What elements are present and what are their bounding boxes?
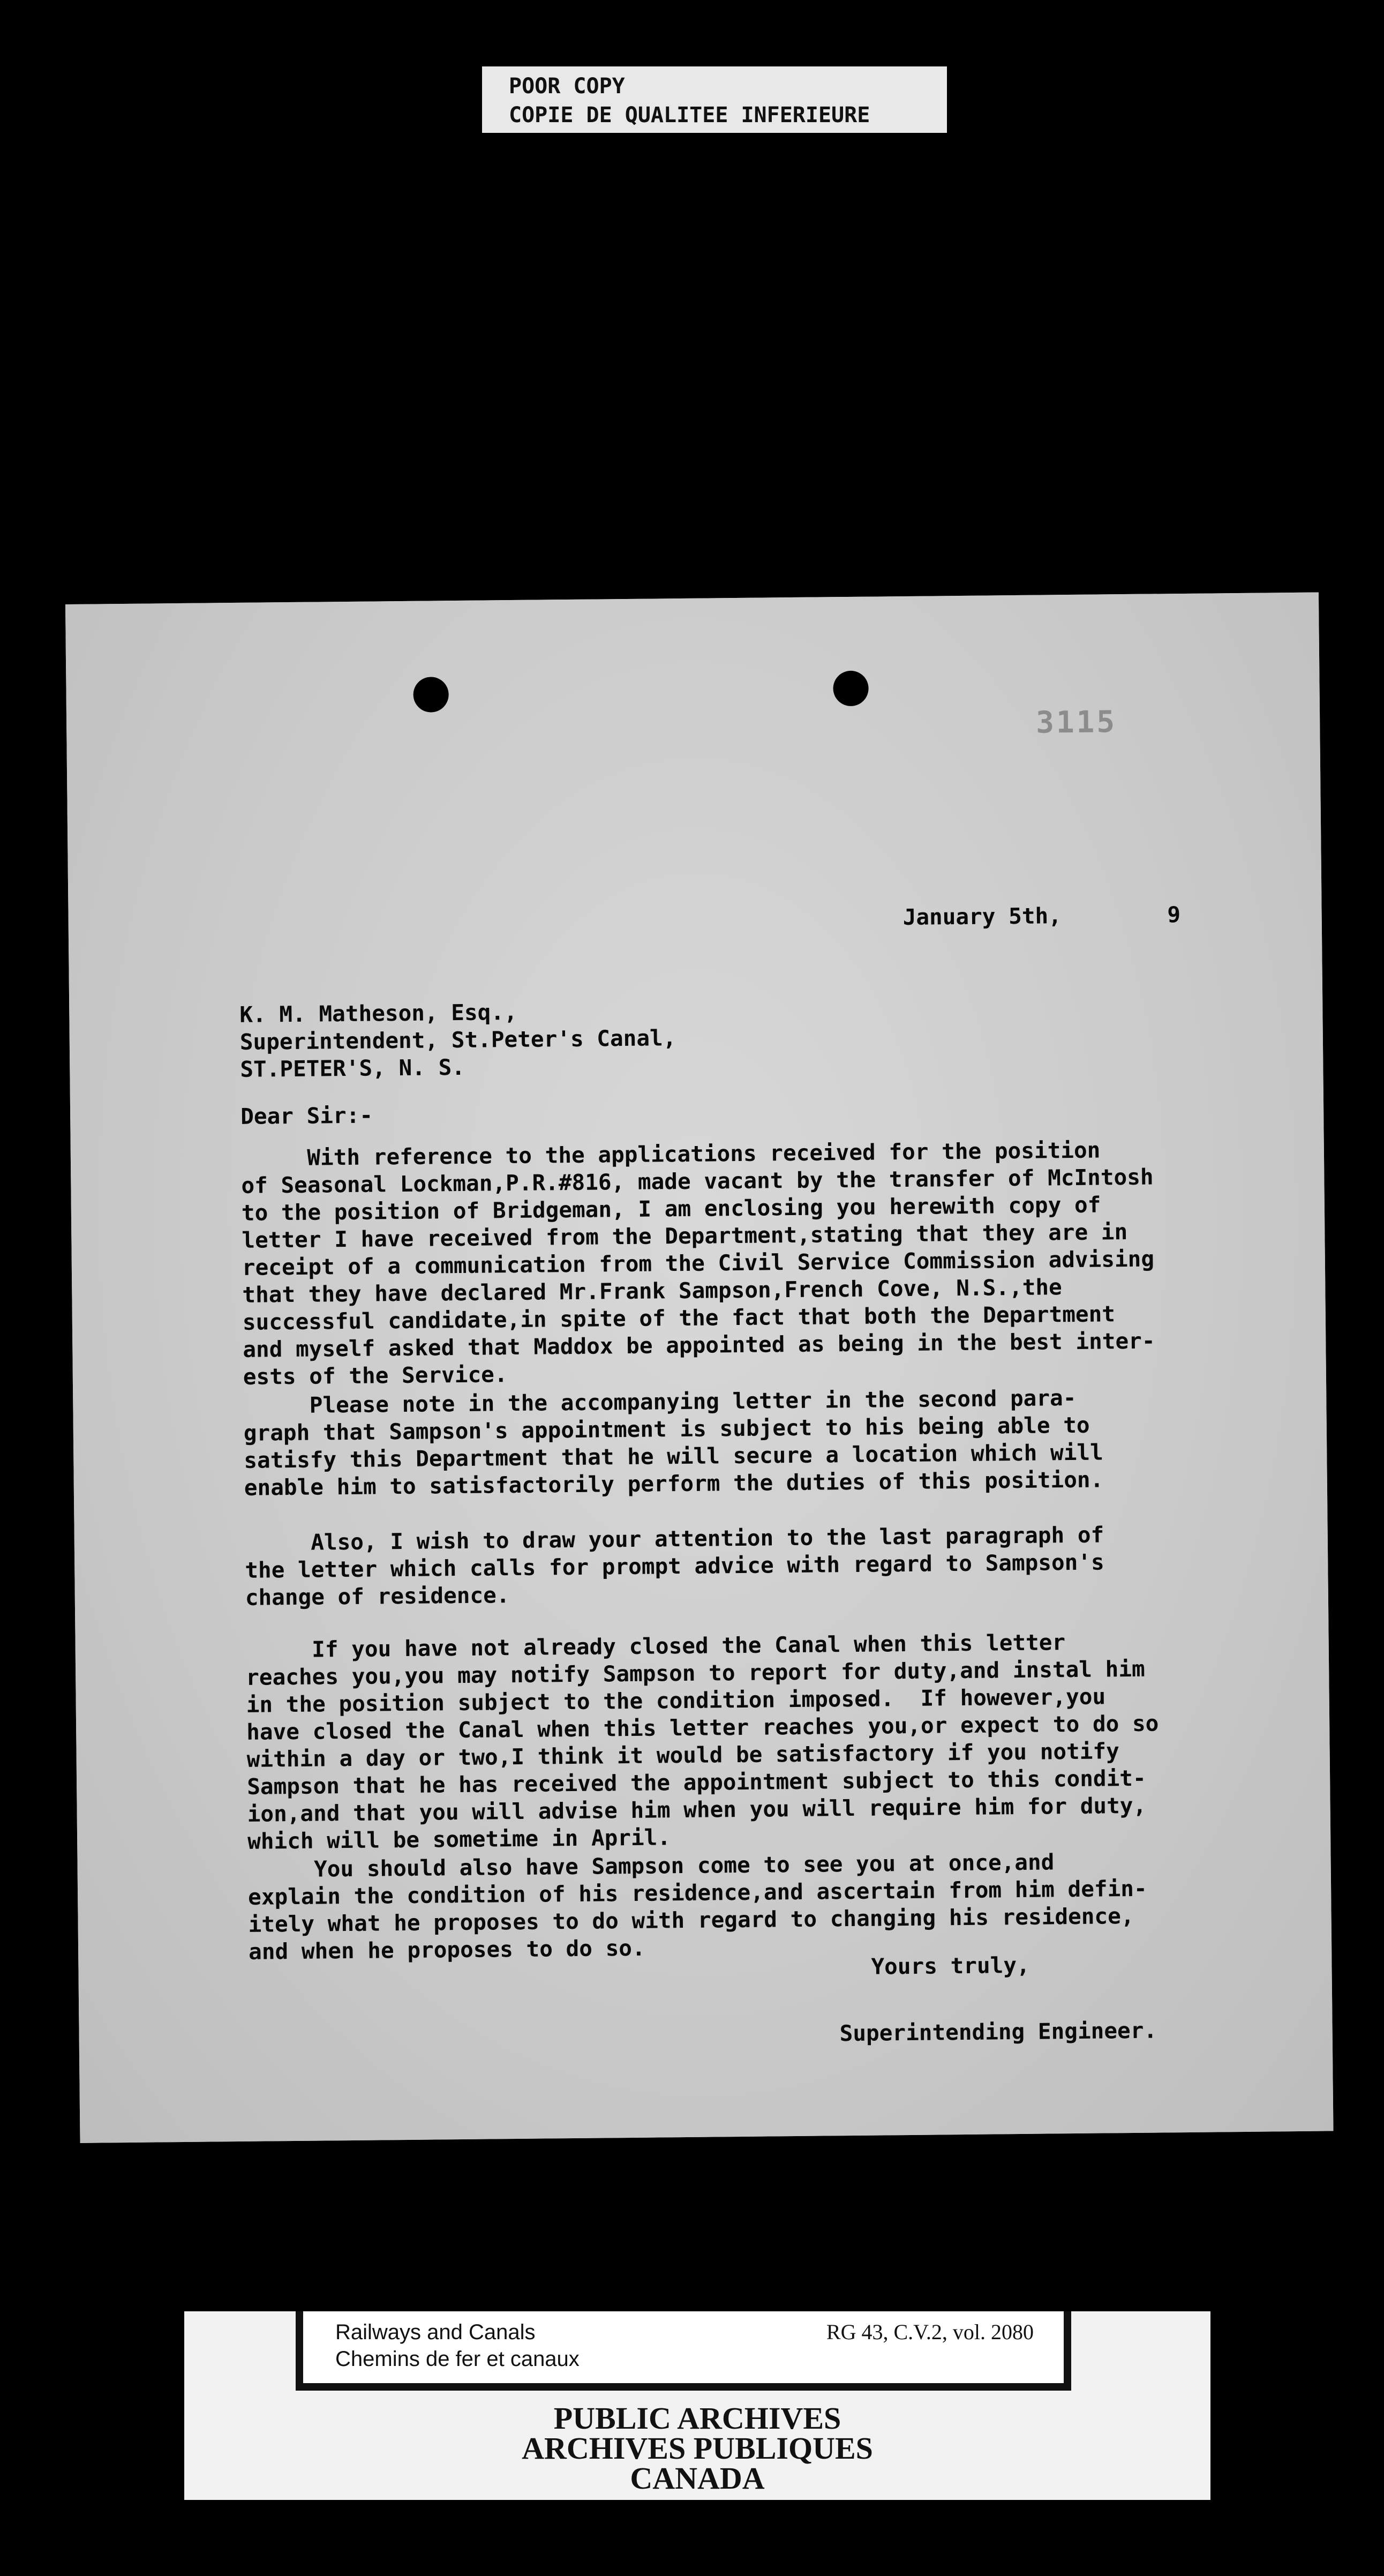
text-line: the letter which calls for prompt advice with regard to Sampson's [245,1549,1104,1583]
address-line: ST.PETER'S, N. S. [240,1054,465,1082]
text-line: in the position subject to the condition imposed. If however,you [246,1683,1106,1718]
text-line: ests of the Service. [243,1361,508,1390]
text-line: explain the condition of his residence,and ascertain from him defin- [247,1875,1147,1910]
text-line: to the position of Bridgeman, I am enclosing you herewith copy of [241,1192,1101,1226]
archive-reference: RG 43, C.V.2, vol. 2080 [826,2320,1034,2344]
recipient-address [239,997,676,1083]
series-name-fr: Chemins de fer et canaux [335,2347,580,2371]
text-line: Sampson that he has received the appointment subject to this condit- [246,1765,1146,1800]
text-line: satisfy this Department that he will secure a location which will [244,1439,1103,1473]
archive-name-fr: ARCHIVES PUBLIQUES [522,2431,873,2466]
letter-page [65,593,1333,2143]
text-line: If you have not already closed the Canal when this letter [245,1629,1066,1663]
paragraph-appointment-condition [243,1384,1103,1501]
archive-reference-label [296,2311,1071,2391]
text-line: of Seasonal Lockman,P.R.#816, made vacant by the transfer of McIntosh [241,1164,1154,1199]
archive-name [184,2401,1210,2496]
signature-title: Superintending Engineer. [839,2017,1157,2047]
archive-name-en: PUBLIC ARCHIVES [553,2401,841,2436]
paragraph-residence-advice [245,1521,1105,1611]
closing: Yours truly, [871,1952,1030,1980]
archive-country: CANADA [630,2461,765,2496]
punch-hole-right [833,671,869,707]
address-line: Superintendent, St.Peter's Canal, [239,1025,676,1055]
text-line: You should also have Sampson come to see you at once,and [247,1849,1055,1883]
text-line: Also, I wish to draw your attention to the last paragraph of [244,1522,1104,1556]
text-line: and when he proposes to do so. [248,1935,645,1965]
punch-hole-left [413,677,449,713]
series-name-en: Railways and Canals [335,2320,536,2344]
address-line: K. M. Matheson, Esq., [239,999,517,1028]
text-line: reaches you,you may notify Sampson to report for duty,and instal him [246,1656,1145,1690]
poor-copy-stamp [482,66,947,133]
poor-copy-line-fr: COPIE DE QUALITEE INFERIEURE [509,103,870,128]
paragraph-report-for-duty [246,1628,1160,1855]
paragraph-see-you-at-once [247,1848,1147,1966]
text-line: receipt of a communication from the Civil Service Commission advising [242,1246,1155,1280]
text-line: letter I have received from the Department,stating that they are in [242,1219,1128,1253]
text-line: successful candidate,in spite of the fact that both the Department [242,1301,1116,1335]
poor-copy-line-en: POOR COPY [509,74,625,99]
text-line: Please note in the accompanying letter in the second para- [243,1384,1077,1419]
text-line: itely what he proposes to do with regard to changing his residence, [248,1903,1134,1937]
text-line: graph that Sampson's appointment is subject to his being able to [243,1412,1090,1446]
salutation: Dear Sir:- [240,1102,373,1129]
text-line: With reference to the applications received for the position [240,1137,1101,1171]
file-number: 3115 [1035,705,1117,740]
paragraph-applications [241,1136,1156,1391]
text-line: and myself asked that Maddox be appointed as being in the best inter- [243,1328,1155,1362]
letter-date: January 5th, 9 [902,902,1181,931]
text-line: that they have declared Mr.Frank Sampson,French Cove, N.S.,the [242,1274,1062,1308]
text-line: ion,and that you will advise him when you will require him for duty, [247,1792,1147,1827]
text-line: have closed the Canal when this letter reaches you,or expect to do so [246,1710,1159,1745]
archive-footer [184,2311,1210,2500]
text-line: enable him to satisfactorily perform the duties of this position. [244,1466,1104,1501]
series-name [335,2319,580,2372]
text-line: within a day or two,I think it would be satisfactory if you notify [246,1738,1120,1772]
text-line: change of residence. [245,1582,510,1611]
text-line: which will be sometime in April. [247,1824,671,1854]
